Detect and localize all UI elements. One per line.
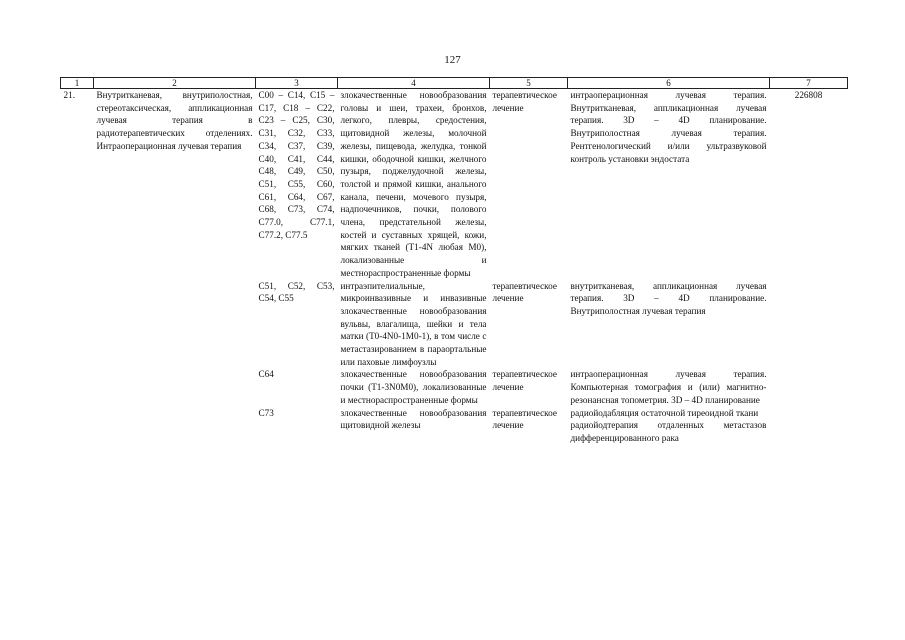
column-numbers-row bbox=[61, 78, 848, 89]
column-number: 4 bbox=[338, 78, 490, 89]
patient-model: злокачественные новообразования щитовидной железы bbox=[340, 407, 487, 431]
services-table bbox=[60, 77, 848, 445]
patient-model: интраэпителиальные, микроинвазивные и инвазивные злокачественные новообразования вульвы, влагалища, шейки и тела матки (T0-4N0-1M0-1), в том числе с метастазированием в параортальные или паховые лимфоузлы bbox=[340, 280, 487, 367]
patient-model: злокачественные новообразования почки (T1-3N0M0), локализованные и местнораспространенные формы bbox=[340, 369, 487, 405]
column-number: 1 bbox=[61, 78, 94, 89]
treatment-type: терапевтическое лечение bbox=[492, 369, 557, 393]
column-number: 6 bbox=[568, 78, 770, 89]
icd-codes: C51, C52, C53, C54, C55 bbox=[258, 280, 335, 304]
treatment-method-extra: радиойодтерапия отдаленных метастазов дифференцированного рака bbox=[570, 420, 767, 443]
icd-codes: C64 bbox=[258, 369, 274, 380]
column-number: 7 bbox=[770, 78, 848, 89]
column-number: 3 bbox=[256, 78, 338, 89]
treatment-type: терапевтическое лечение bbox=[492, 90, 557, 113]
icd-codes: C73 bbox=[258, 407, 274, 418]
treatment-method: интраоперационная лучевая терапия. Компьютерная томография и (или) магнитно-резонансная топометрия. 3D – 4D планирование bbox=[570, 369, 767, 405]
treatment-method-cell bbox=[568, 407, 770, 445]
column-number: 2 bbox=[94, 78, 256, 89]
treatment-method: радиойодабляция остаточной тиреоидной ткани bbox=[570, 407, 759, 418]
page-number: 127 bbox=[444, 54, 461, 66]
treatment-method: внутритканевая, аппликационная лучевая терапия. 3D – 4D планирование. Внутриполостная лучевая терапия bbox=[570, 280, 767, 316]
row-number: 21. bbox=[63, 90, 75, 100]
cost-value: 226808 bbox=[794, 90, 823, 100]
patient-model: злокачественные новообразования головы и шеи, трахеи, бронхов, легкого, плевры, средостения, щитовидной железы, молочной железы, пищевода, желудка, тонкой кишки, ободочной кишки, желчного пузыря, поджелудочной железы, толстой и прямой кишки, анального канала, печени, мочевого пузыря, надпочечников, почки, полового члена, предстательной железы, костей и суставных хрящей, кожи, мягких тканей (T1-4N любая M0), локализованные и местнораспространенные формы bbox=[340, 90, 487, 278]
treatment-method: интраоперационная лучевая терапия. Внутритканевая, аппликационная лучевая терапия. 3D – 4D планирование. Внутриполостная лучевая терапия. Рентгенологический и/или ультразвуковой контроль установки эндостата bbox=[570, 90, 767, 164]
column-number: 5 bbox=[490, 78, 568, 89]
table-row bbox=[61, 89, 848, 280]
treatment-type: терапевтическое лечение bbox=[492, 280, 557, 304]
treatment-type: терапевтическое лечение bbox=[492, 407, 557, 431]
icd-codes: C00 – C14, C15 – C17, C18 – C22, C23 – C25, C30, C31, C32, C33, C34, C37, C39, C40, C41, C44, C48, C49, C50, C51, C55, C60, C61, C64, C67, C68, C73, C74, C77.0, C77.1, C77.2, C77.5 bbox=[258, 90, 335, 240]
service-name: Внутритканевая, внутриполостная, стереотаксическая, аппликационная лучевая терапия в радиотерапевтических отделениях. Интраоперационная лучевая терапия bbox=[96, 90, 253, 151]
